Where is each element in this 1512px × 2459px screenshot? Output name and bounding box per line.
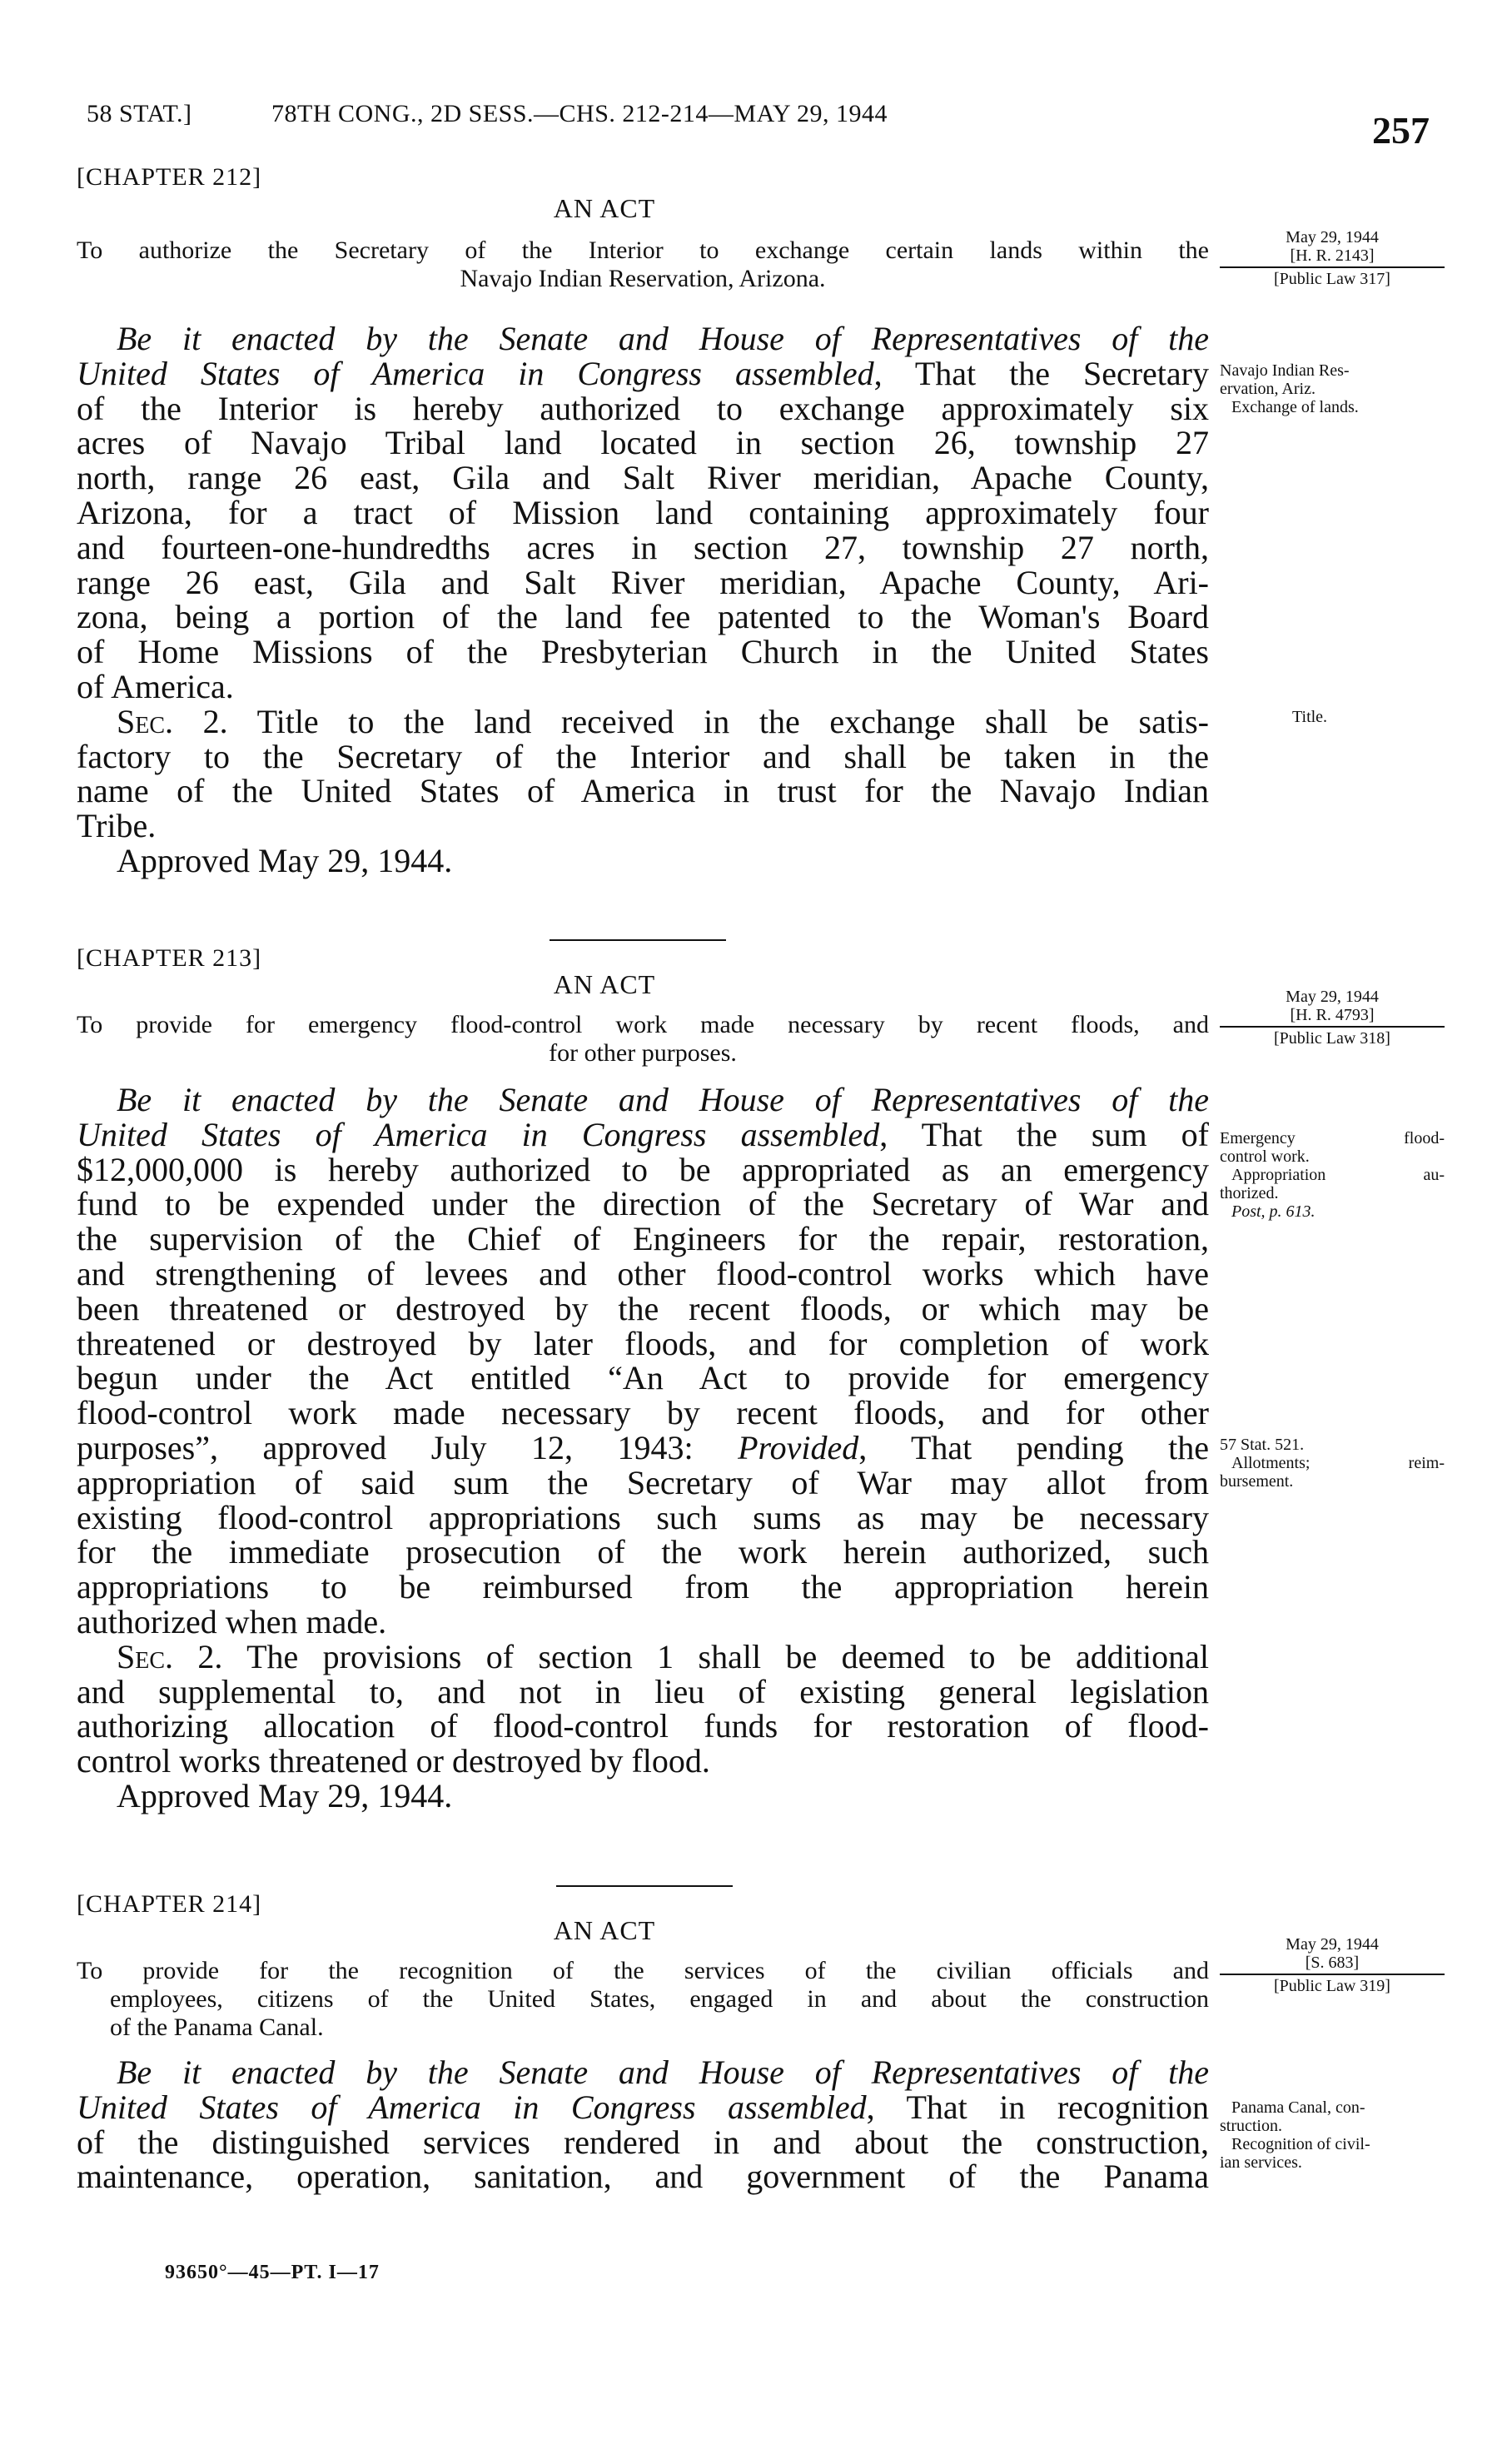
body-line: of Home Missions of the Presbyterian Church in the United States <box>77 633 1209 671</box>
body-line: appropriation of said sum the Secretary of War may allot from <box>77 1463 1209 1501</box>
chapter-213-purpose <box>77 1011 1209 1068</box>
sec2-line: factory to the Secretary of the Interior and shall be taken in the <box>77 737 1209 775</box>
margin-note-line: Exchange of lands. <box>1231 398 1359 416</box>
margin-bill: [H. R. 4793] <box>1290 1006 1375 1024</box>
body-line: authorized when made. <box>77 1602 387 1640</box>
running-head-session: 78TH CONG., 2D SESS.—CHS. 212-214—MAY 29, 1944 <box>271 100 888 127</box>
chapter-213-an-act: AN ACT <box>553 969 656 999</box>
body-line: existing flood-control appropriations such sums as may be necessary <box>77 1498 1209 1536</box>
body-line: flood-control work made necessary by recent floods, and for other <box>77 1394 1209 1432</box>
margin-note-line: Panama Canal, con- <box>1231 2098 1365 2117</box>
margin-note-line: Recognition of civil- <box>1231 2135 1370 2153</box>
purpose-line: To provide for emergency flood-control work made necessary by recent floods, and <box>77 1011 1209 1038</box>
body-line: the supervision of the Chief of Engineers for the repair, restoration, <box>77 1220 1209 1258</box>
chapter-212-body <box>77 321 1209 879</box>
sec2-line: authorizing allocation of flood-control funds for restoration of flood- <box>77 1707 1209 1745</box>
body-line: United States of America in Congress assembled, That in recognition <box>77 2088 1210 2126</box>
chapter-214-body <box>77 2055 1209 2194</box>
running-head-citation: 58 STAT.] <box>87 100 192 127</box>
chapter-212-purpose <box>77 236 1209 293</box>
margin-public-law: [Public Law 319] <box>1220 1974 1445 1995</box>
enacting-clause: Be it enacted by the Senate and House of Representatives of the <box>117 320 1209 357</box>
purpose-line: of the Panama Canal. <box>110 2013 324 2041</box>
margin-public-law: [Public Law 317] <box>1220 266 1445 288</box>
margin-note-line: Appropriation au- <box>1231 1166 1445 1184</box>
margin-note-line: thorized. <box>1220 1184 1279 1202</box>
body-line: threatened or destroyed by later floods, and for completion of work <box>77 1324 1209 1362</box>
margin-date: May 29, 1944 <box>1286 228 1379 246</box>
section-divider <box>556 1885 733 1887</box>
margin-bill: [H. R. 2143] <box>1290 246 1375 265</box>
body-line: fund to be expended under the direction of the Secretary of War and <box>77 1185 1209 1223</box>
margin-note-line: 57 Stat. 521. <box>1220 1436 1305 1454</box>
sec2-line: and supplemental to, and not in lieu of existing general legislation <box>77 1672 1209 1710</box>
sec2-line: control works threatened or destroyed by flood. <box>77 1742 710 1780</box>
sec2-line: Tribe. <box>77 807 157 845</box>
purpose-line: To authorize the Secretary of the Interior to exchange certain lands within the <box>77 236 1209 264</box>
printer-signature: 93650°—45—PT. I—17 <box>165 2262 380 2283</box>
sec2-line: name of the United States of America in trust for the Navajo Indian <box>77 772 1209 810</box>
body-line: Arizona, for a tract of Mission land containing approximately four <box>77 493 1209 531</box>
margin-note-line: Allotments; reim- <box>1231 1454 1445 1472</box>
enacting-clause: Be it enacted by the Senate and House of Representatives of the <box>117 2053 1209 2091</box>
margin-note-line: Emergency flood- <box>1220 1129 1445 1147</box>
body-line: range 26 east, Gila and Salt River meridian, Apache County, Ari- <box>77 563 1209 601</box>
margin-note-line: control work. <box>1220 1147 1310 1166</box>
approved-line: Approved May 29, 1944. <box>117 1776 453 1814</box>
margin-note-line: bursement. <box>1220 1472 1294 1491</box>
chapter-213-margin-note-2 <box>1220 1436 1445 1491</box>
body-line: $12,000,000 is hereby authorized to be appropriated as an emergency <box>77 1150 1209 1188</box>
body-line: zona, being a portion of the land fee patented to the Woman's Board <box>77 598 1209 636</box>
chapter-214-purpose <box>77 1957 1209 2042</box>
margin-note-line: Post, p. 613. <box>1231 1202 1316 1221</box>
chapter-212-margin-note-2 <box>1292 708 1512 726</box>
body-line: appropriations to be reimbursed from the appropriation herein <box>77 1568 1209 1606</box>
purpose-line: To provide for the recognition of the services of the civilian officials and <box>77 1957 1209 1984</box>
body-line: and strengthening of levees and other flood-control works which have <box>77 1254 1209 1292</box>
chapter-212-margin-date <box>1220 228 1445 288</box>
purpose-line: Navajo Indian Reservation, Arizona. <box>460 265 826 292</box>
section-divider <box>550 939 726 941</box>
sec2-line: Sec. 2. Title to the land received in the exchange shall be satis- <box>117 702 1209 740</box>
body-line: acres of Navajo Tribal land located in section 26, township 27 <box>77 424 1209 462</box>
body-line: been threatened or destroyed by the recent floods, or which may be <box>77 1289 1209 1327</box>
chapter-214-margin-note <box>1220 2098 1445 2172</box>
body-line: of the distinguished services rendered in and about the construction, <box>77 2123 1209 2161</box>
page-number: 257 <box>1372 109 1430 152</box>
sec2-line: Sec. 2. The provisions of section 1 shall be deemed to be additional <box>117 1637 1209 1675</box>
margin-note-line: ervation, Ariz. <box>1220 380 1316 398</box>
chapter-213-margin-date <box>1220 988 1445 1048</box>
body-line: United States of America in Congress assembled, That the sum of <box>77 1115 1209 1153</box>
chapter-213-label: [CHAPTER 213] <box>77 944 262 972</box>
chapter-212-an-act: AN ACT <box>553 193 656 223</box>
margin-note-line: Title. <box>1292 708 1328 726</box>
margin-note-line: Navajo Indian Res- <box>1220 361 1350 380</box>
enacting-clause: Be it enacted by the Senate and House of Representatives of the <box>117 1081 1209 1118</box>
margin-note-line: struction. <box>1220 2117 1282 2135</box>
purpose-line: for other purposes. <box>549 1039 737 1067</box>
purpose-line: employees, citizens of the United States, engaged in and about the construction <box>110 1985 1209 2013</box>
body-line: for the immediate prosecution of the work herein authorized, such <box>77 1533 1209 1571</box>
margin-date: May 29, 1944 <box>1286 988 1379 1006</box>
margin-public-law: [Public Law 318] <box>1220 1026 1445 1048</box>
chapter-212-margin-note-1 <box>1220 361 1445 416</box>
approved-line: Approved May 29, 1944. <box>117 841 453 879</box>
body-line: north, range 26 east, Gila and Salt River meridian, Apache County, <box>77 459 1209 497</box>
body-line: United States of America in Congress assembled, That the Secretary <box>77 354 1209 392</box>
body-line: maintenance, operation, sanitation, and government of the Panama <box>77 2158 1209 2196</box>
margin-note-line: ian services. <box>1220 2153 1302 2172</box>
chapter-214-an-act: AN ACT <box>553 1915 656 1945</box>
chapter-214-margin-date <box>1220 1935 1445 1995</box>
body-line: begun under the Act entitled “An Act to provide for emergency <box>77 1359 1209 1397</box>
chapter-213-body <box>77 1083 1209 1814</box>
margin-date: May 29, 1944 <box>1286 1935 1379 1954</box>
body-line: of America. <box>77 667 234 705</box>
margin-bill: [S. 683] <box>1305 1954 1360 1972</box>
body-line: and fourteen-one-hundredths acres in section 27, township 27 north, <box>77 528 1209 566</box>
chapter-213-margin-note-1 <box>1220 1129 1445 1221</box>
chapter-212-label: [CHAPTER 212] <box>77 163 262 191</box>
chapter-214-label: [CHAPTER 214] <box>77 1890 262 1918</box>
body-line: purposes”, approved July 12, 1943: Provided, That pending the <box>77 1428 1209 1466</box>
body-line: of the Interior is hereby authorized to exchange approximately six <box>77 389 1209 427</box>
